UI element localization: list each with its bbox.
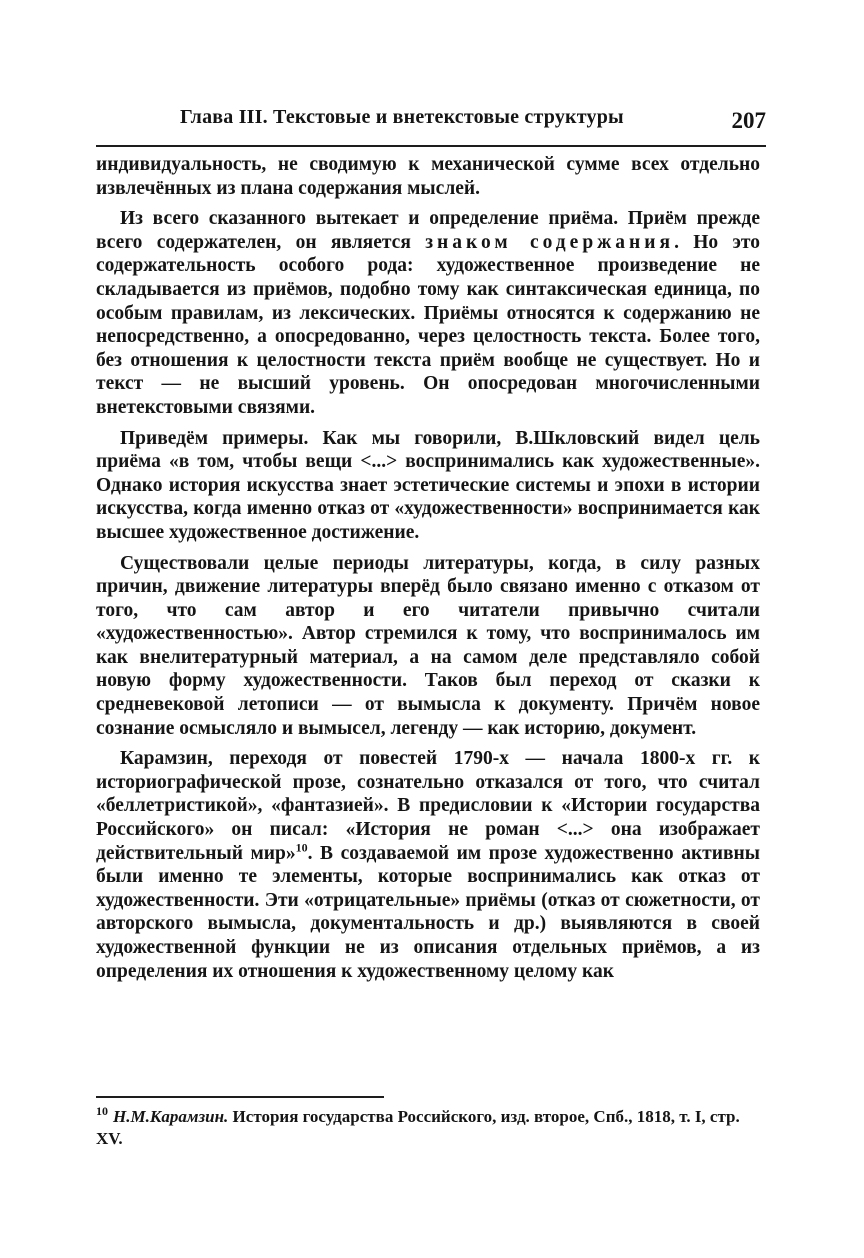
footnote-reference: 10	[295, 840, 308, 855]
footnote	[96, 1106, 760, 1150]
footnote-marker: 10	[96, 1104, 108, 1119]
paragraph-2-text-start: Из всего сказанного вытекает и определение приёма. Приём прежде всего содержателен, он является	[96, 208, 760, 253]
header-rule	[96, 145, 766, 147]
footnote-author: Н.М.Карамзин.	[113, 1107, 229, 1126]
main-text	[96, 153, 760, 983]
paragraph-2-text-end: . Но это содержательность особого рода: художественное произведение не складывается из приёмов, подобно тому как синтаксическая единица, по особым правилам, из лексических. Приёмы относятся к содержанию не непосредственно, а опосредованно, через целостность текста. Более того, без отношения к целостности текста приём вообще не существует. Но и текст — не высший уровень. Он опосредован многочисленными внетекстовыми связями.	[96, 231, 760, 418]
paragraph-4-text: Существовали целые периоды литературы, когда, в силу разных причин, движение литературы вперёд было связано именно с отказом от того, что сам автор и его читатели привычно считали «художественностью». Автор стремился к тому, что воспринималось им как внелитературный материал, а на самом деле представляло собой новую форму художественности. Таков был переход от сказки к средневековой летописи — от вымысла к документу. Причём новое сознание осмысляло и вымысел, легенду — как историю, документ.	[96, 552, 760, 739]
spaced-emphasis: знаком содержания	[425, 231, 675, 253]
paragraph-karamzin	[96, 747, 760, 983]
running-header	[96, 102, 766, 146]
footnote-rule	[96, 1096, 384, 1098]
paragraph-1-text: индивидуальность, не сводимую к механической сумме всех отдельно извлечённых из плана содержания мыслей.	[96, 154, 760, 199]
page-number: 207	[731, 108, 766, 133]
paragraph-examples	[96, 427, 760, 545]
paragraph-continuation	[96, 153, 760, 200]
paragraph-literary-periods	[96, 552, 760, 741]
paragraph-device-definition	[96, 207, 760, 419]
footnote-text: История государства Российского, изд. второе, Спб., 1818, т. I, стр. XV.	[96, 1107, 740, 1148]
paragraph-3-text: Приведём примеры. Как мы говорили, В.Шкловский видел цель приёма «в том, чтобы вещи <...> воспринимались как художественные». Однако история искусства знает эстетические системы и эпохи в истории искусства, когда именно отказ от «художественности» воспринимается как высшее художественное достижение.	[96, 427, 760, 543]
paragraph-5-text-end: . В создаваемой им прозе художественно активны были именно те элементы, которые воспринимались как отказ от художественности. Эти «отрицательные» приёмы (отказ от сюжетности, от авторского вымысла, документальность и др.) выявляются в своей художественной функции не из описания отдельных приёмов, а из определения их отношения к художественному целому как	[96, 842, 760, 982]
chapter-title: Глава III. Текстовые и внетекстовые структуры	[180, 106, 624, 128]
paragraph-5-text-start: Карамзин, переходя от повестей 1790-х — начала 1800-х гг. к историографической прозе, сознательно отказался от того, что считал «беллетристикой», «фантазией». В предисловии к «Истории государства Российского» он писал: «История не роман <...> она изображает действительный мир»	[96, 748, 760, 864]
